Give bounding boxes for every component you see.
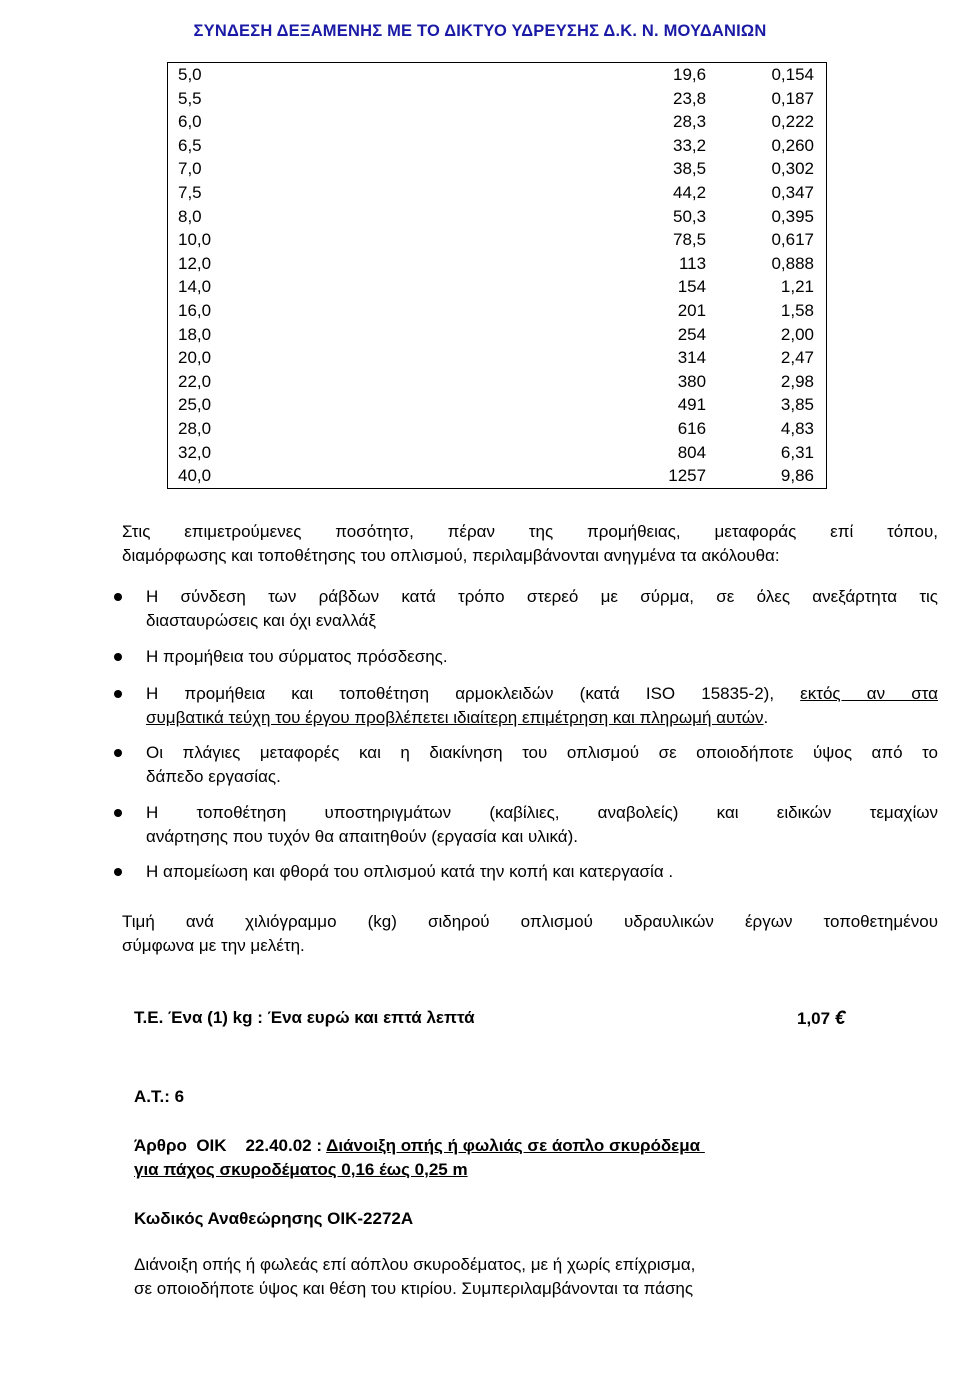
table-row [168,181,827,205]
table-cell: 0,154 [771,65,814,84]
table-cell: 40,0 [178,466,212,486]
article-desc-line-1: Διάνοιξη οπής ή φωλεάς επί αόπλου σκυροδέματος, με ή χωρίς επίχρισμα, [134,1255,696,1274]
bullet-4-line-2: δάπεδο εργασίας. [146,767,281,786]
table-cell: 380 [677,371,707,391]
table-cell: 18,0 [178,324,212,344]
table-row [168,323,827,347]
table-cell: 5,0 [178,65,202,84]
price-label: Τ.Ε. Ένα (1) kg : Ένα ευρώ και επτά λεπτά [134,1008,475,1027]
table-cell: 10,0 [178,230,212,250]
table-row [168,417,827,441]
revision-code: Κωδικός Αναθεώρησης ΟΙΚ-2272Α [134,1209,414,1228]
table-cell: 22,0 [178,371,212,391]
table-row [168,464,827,488]
bullet-dot [114,809,122,817]
article-title-line-2: για πάχος σκυροδέματος 0,16 έως 0,25 m [134,1160,468,1179]
table-cell: 0,888 [771,253,814,273]
price-text-line-1: Τιμή ανά χιλιόγραμμο (kg) σιδηρού οπλισμού υδραυλικών έργων τοποθετημένου [122,912,938,931]
table-cell: 254 [677,324,707,344]
table-cell: 804 [677,442,707,462]
table-cell: 78,5 [672,230,707,250]
table-cell: 38,5 [672,159,707,179]
table-cell: 28,3 [672,112,707,132]
table-row [168,228,827,252]
table-row [168,157,827,181]
table-cell: 2,98 [780,371,814,391]
bullet-4-line-1: Οι πλάγιες μεταφορές και η διακίνηση του οπλισμού σε οποιοδήποτε ύψος από το [146,743,938,762]
bullet-dot [114,653,122,661]
table-cell: 154 [677,277,707,297]
table-cell: 0,260 [771,135,814,155]
table-cell: 113 [678,253,707,273]
table-cell: 50,3 [672,206,707,226]
bullet-5-line-1: Η τοποθέτηση υποστηριγμάτων (καβίλιες, αναβολείς) και ειδικών τεμαχίων [146,803,938,822]
table-cell: 1257 [668,466,707,486]
article-title-line-2-wrap [134,1160,468,1180]
bullet-3-underlined-end: συμβατικά τεύχη του έργου προβλέπετει ιδιαίτερη επιμέτρηση και πληρωμή αυτών [146,708,764,727]
table-cell: 0,187 [771,88,814,108]
table-cell: 32,0 [178,442,212,462]
bullet-3-underlined-start: εκτός αν στα [800,684,938,703]
table-cell: 5,5 [178,88,202,108]
bullet-dot [114,868,122,876]
table-cell: 4,83 [780,418,814,438]
table-cell: 1,58 [780,300,814,320]
table-cell: 0,302 [771,159,814,179]
bullet-3-line-1 [146,682,938,706]
article-title-line-1: Διάνοιξη οπής ή φωλιάς σε άοπλο σκυρόδεμα [326,1136,701,1155]
table-cell: 7,5 [178,182,202,202]
table-row [168,87,827,111]
table-row [168,370,827,394]
table-cell: 491 [677,395,707,415]
table-cell: 33,2 [672,135,707,155]
bullet-3-plain: Η προμήθεια και τοποθέτηση αρμοκλειδών (κατά ISO 15835-2), [146,684,775,703]
euro-icon: € [834,1008,846,1029]
intro-line-2: διαμόρφωσης και τοποθέτησης του οπλισμού, περιλαμβάνονται ανηγμένα τα ακόλουθα: [122,546,780,565]
article-heading [134,1136,706,1156]
bullet-6: Η απομείωση και φθορά του οπλισμού κατά την κοπή και κατεργασία . [146,862,674,881]
bullet-3-line-2 [146,706,938,730]
table-cell: 19,6 [672,65,707,84]
table-row [168,205,827,229]
table-cell: 16,0 [178,300,212,320]
table-row [168,346,827,370]
table-cell: 6,31 [780,442,814,462]
table-cell: 9,86 [780,466,814,486]
at-label: Α.Τ.: 6 [134,1087,185,1106]
table-cell: 28,0 [178,418,212,438]
table-row [168,299,827,323]
table-row [168,134,827,158]
table-row [168,441,827,465]
table-cell: 20,0 [178,348,212,368]
table-cell: 0,617 [771,230,814,250]
bullet-dot [114,593,122,601]
article-title-underline-tail [700,1136,706,1156]
table-cell: 201 [677,300,707,320]
table-cell: 6,5 [178,135,202,155]
rebar-table-body [168,63,827,489]
bullet-1-line-1: Η σύνδεση των ράβδων κατά τρόπο στερεό με σύρμα, σε όλες ανεξάρτητα τις [146,587,938,606]
table-cell: 0,222 [771,112,814,132]
table-row [168,110,827,134]
table-row [168,252,827,276]
bullet-2: Η προμήθεια του σύρματος πρόσδεσης. [146,647,448,666]
table-row [168,393,827,417]
page-header: ΣΥΝΔΕΣΗ ΔΕΞΑΜΕΝΗΣ ΜΕ ΤΟ ΔΙΚΤΥΟ ΥΔΡΕΥΣΗΣ Δ.Κ. Ν. ΜΟΥΔΑΝΙΩΝ [193,22,767,40]
bullet-dot [114,749,122,757]
article-desc-line-2: σε οποιοδήποτε ύψος και θέση του κτιρίου. Συμπεριλαμβάνονται τα πάσης [134,1279,694,1298]
table-cell: 14,0 [178,277,212,297]
price-text-line-2: σύμφωνα με την μελέτη. [122,936,305,955]
rebar-table [167,62,827,489]
table-cell: 2,47 [780,348,814,368]
bullet-1-line-2: διασταυρώσεις και όχι εναλλάξ [146,611,376,630]
table-cell: 8,0 [178,206,202,226]
article-prefix: Άρθρο ΟΙΚ 22.40.02 : [134,1136,323,1155]
table-cell: 0,347 [771,182,814,202]
table-cell: 44,2 [672,182,707,202]
bullet-3-period: . [763,708,769,727]
table-cell: 6,0 [178,112,202,132]
bullet-5-line-2: ανάρτησης που τυχόν θα απαιτηθούν (εργασία και υλικά). [146,827,579,846]
table-cell: 23,8 [672,88,707,108]
price-value [797,1008,845,1030]
table-cell: 25,0 [178,395,212,415]
table-cell: 616 [677,418,707,438]
table-cell: 7,0 [178,159,202,179]
intro-line-1: Στις επιμετρούμενες ποσότητσ, πέραν της προμήθειας, μεταφοράς επί τόπου, [122,522,938,541]
table-cell: 314 [677,348,707,368]
table-cell: 12,0 [178,253,212,273]
table-cell: 3,85 [780,395,814,415]
table-row [168,275,827,299]
price-amount: 1,07 [797,1009,831,1028]
table-cell: 0,395 [771,206,814,226]
table-cell: 1,21 [780,277,814,297]
table-row [168,63,827,87]
bullet-dot [114,690,122,698]
table-cell: 2,00 [780,324,814,344]
